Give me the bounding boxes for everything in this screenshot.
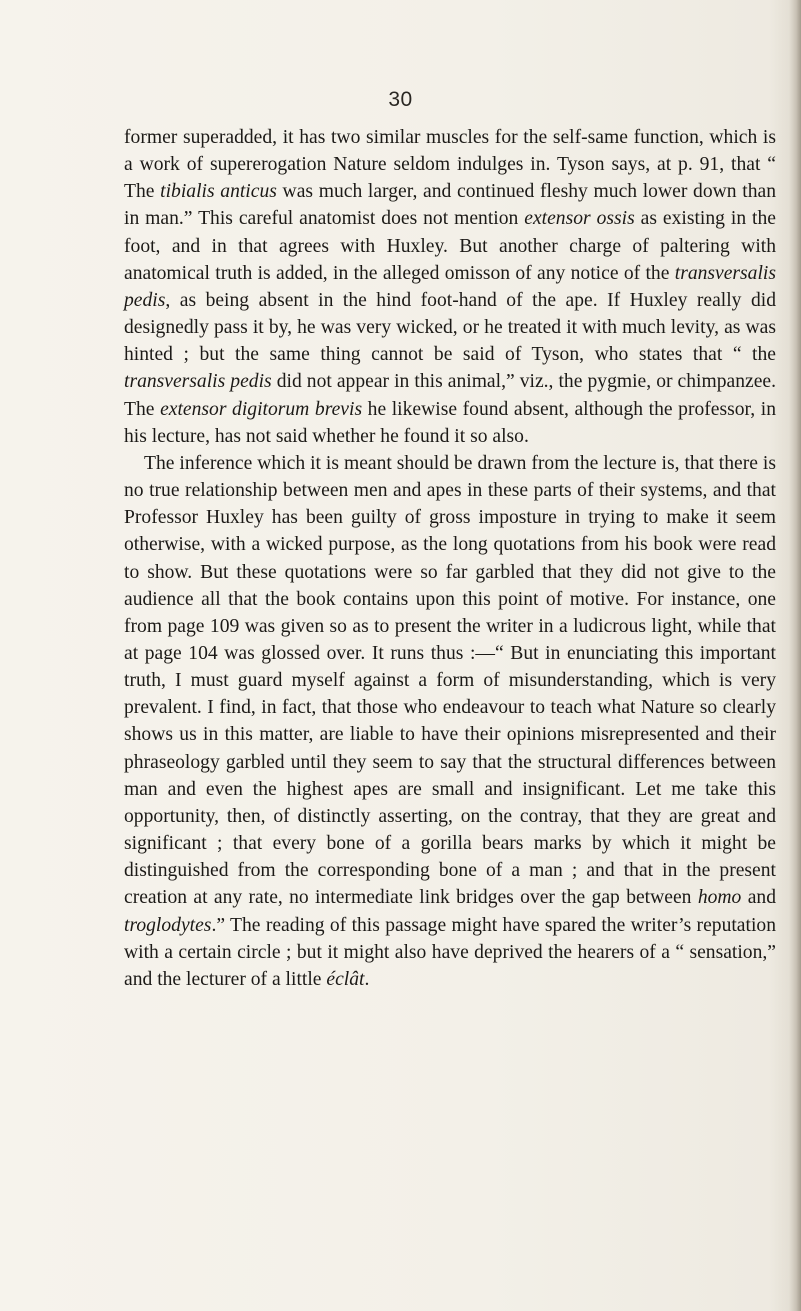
italic-term: transversalis pedis: [124, 262, 776, 311]
italic-term: homo: [697, 887, 742, 909]
text-run: as existing in the foot, and in that agrees with Huxley. But another charge of paltering with anatomical truth is added, in the alleged omisson of any notice of the: [124, 208, 776, 284]
text-run: was much larger, and continued fleshy much lower down than in man.” This careful anatomist does not mention: [124, 181, 776, 230]
text-run: he likewise found absent, although the professor, in his lecture, has not said whether he found it so also.: [124, 398, 776, 447]
page-edge-shadow: [789, 0, 801, 1311]
page-number: 30: [388, 88, 413, 111]
italic-term: transversalis pedis: [124, 371, 272, 393]
text-run: did not appear in this animal,” viz., the pygmie, or chimpanzee. The: [124, 371, 777, 420]
italic-term: troglodytes: [124, 914, 212, 936]
paragraph-1: [124, 124, 776, 450]
text-run: .: [364, 968, 370, 990]
text-run: , as being absent in the hind foot-hand of the ape. If Huxley really did designedly pass it by, he was very wicked, or he treated it with much levity, as was hinted ; but the same thing cannot be said of Tyson, who states that “ the: [124, 289, 776, 366]
italic-term: éclât: [326, 968, 365, 990]
italic-term: tibialis anticus: [160, 181, 277, 203]
italic-term: extensor ossis: [524, 208, 635, 230]
body-text: [124, 124, 776, 993]
text-run: The inference which it is meant should be drawn from the lecture is, that there is no true relationship between men and apes in these parts of their systems, and that Professor Huxley has been guilty of gross imposture in trying to make it seem otherwise, with a wicked purpose, as the long quotations from his book were read to show. But these quotations were so far garbled that they did not give to the audience all that the book contains upon this point of motive. For instance, one from page 109 was given so as to present the writer in a ludicrous light, while that at page 104 was glossed over. It runs thus :—“ But in enunciating this important truth, I must guard myself against a form of misunderstanding, which is very prevalent. I find, in fact, that those who endeavour to teach what Nature so clearly shows us in this matter, are liable to have their opinions misrepresented and their phraseology garbled until they seem to say that the structural differences between man and even the highest apes are small and insignificant. Let me take this opportunity, then, of distinctly asserting, on the contray, that they are great and significant ; that every bone of a gorilla bears marks by which it might be distinguished from the corresponding bone of a man ; and that in the present creation at any rate, no intermediate link bridges over the gap between: [124, 452, 776, 909]
paragraph-2: [124, 450, 776, 993]
italic-term: extensor digitorum brevis: [160, 398, 363, 420]
text-run: .” The reading of this passage might have spared the writer’s reputation with a certain circle ; but it might also have deprived the hearers of a “ sensation,” and the lecturer of a little: [124, 914, 776, 990]
text-run: former superadded, it has two similar muscles for the self-same function, which is a work of supererogation Nature seldom indulges in. Tyson says, at p. 91, that “ The: [124, 127, 776, 203]
text-run: and: [741, 887, 776, 909]
